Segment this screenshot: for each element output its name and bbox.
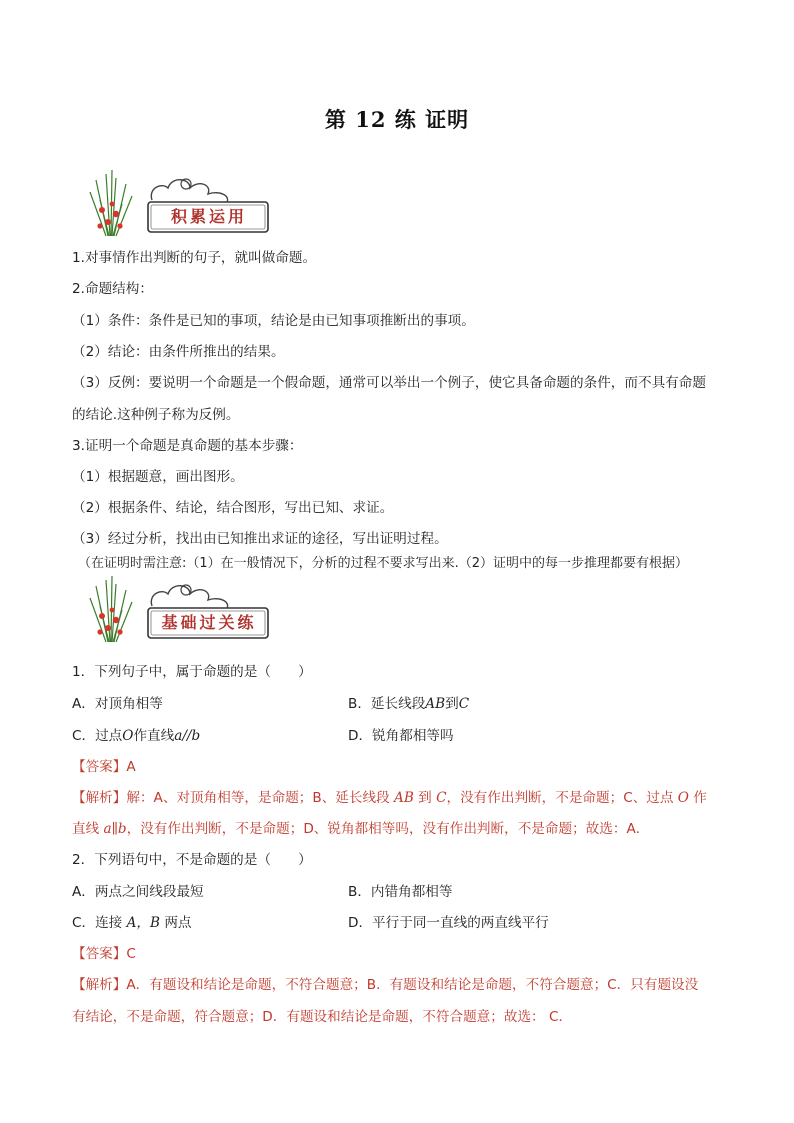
q2-stem: 2．下列语句中，不是命题的是（ ） [72, 852, 312, 868]
page-title: 第 12 练 证明 [324, 107, 470, 132]
q1-stem: 1．下列句子中，属于命题的是（ ） [72, 664, 312, 680]
q1-option-a: A．对顶角相等 [72, 696, 163, 712]
q1-answer: 【答案】A [72, 759, 136, 775]
section-banner-basic [86, 576, 286, 646]
note-3: 3.证明一个命题是真命题的基本步骤： [72, 438, 303, 454]
q2-option-c: C．连接 A，B 两点 [72, 915, 192, 931]
note-2-2: （2）结论：由条件所推出的结果。 [72, 344, 285, 360]
q2-option-a: A．两点之间线段最短 [72, 884, 204, 900]
note-3-remark: （在证明时需注意:（1）在一般情况下，分析的过程不要求写出来.（2）证明中的每一步推理都要有根据） [78, 556, 689, 571]
q1-analysis-line1: 【解析】解：A、对顶角相等，是命题；B、延长线段 AB 到 C，没有作出判断，不是命题；C、过点 O 作 [72, 790, 707, 806]
note-3-3: （3）经过分析，找出由已知推出求证的途径，写出证明过程。 [72, 531, 448, 547]
note-2: 2.命题结构： [72, 281, 153, 297]
section-banner-accumulate [86, 170, 286, 240]
note-1: 1.对事情作出判断的句子，就叫做命题。 [72, 250, 317, 266]
note-2-1: （1）条件：条件是已知的事项，结论是由已知事项推断出的事项。 [72, 313, 475, 329]
q1-option-c: C．过点O作直线a//b [72, 728, 201, 744]
note-2-3b: 的结论.这种例子称为反例。 [72, 407, 240, 423]
note-3-1: （1）根据题意，画出图形。 [72, 469, 244, 485]
q2-analysis-line2: 有结论，不是命题，符合题意；D．有题设和结论是命题，不符合题意；故选： C． [72, 1009, 573, 1025]
section-label-basic: 基础过关练 [161, 613, 257, 632]
q2-option-b: B．内错角都相等 [348, 884, 453, 900]
note-2-3a: （3）反例：要说明一个命题是一个假命题，通常可以举出一个例子，使它具备命题的条件，而不具有命题 [72, 375, 706, 391]
note-3-2: （2）根据条件、结论，结合图形，写出已知、求证。 [72, 500, 394, 516]
section-label-accumulate: 积累运用 [170, 207, 247, 226]
q2-analysis-line1: 【解析】A．有题设和结论是命题，不符合题意；B．有题设和结论是命题，不符合题意；C．只有题设没 [72, 977, 699, 993]
q1-option-b: B．延长线段AB到C [348, 696, 470, 712]
q1-option-d: D．锐角都相等吗 [348, 728, 454, 744]
q2-answer: 【答案】C [72, 946, 136, 962]
q1-analysis-line2: 直线 a∥b，没有作出判断，不是命题；D、锐角都相等吗，没有作出判断，不是命题；故选：A． [72, 821, 650, 837]
q2-option-d: D．平行于同一直线的两直线平行 [348, 915, 549, 931]
